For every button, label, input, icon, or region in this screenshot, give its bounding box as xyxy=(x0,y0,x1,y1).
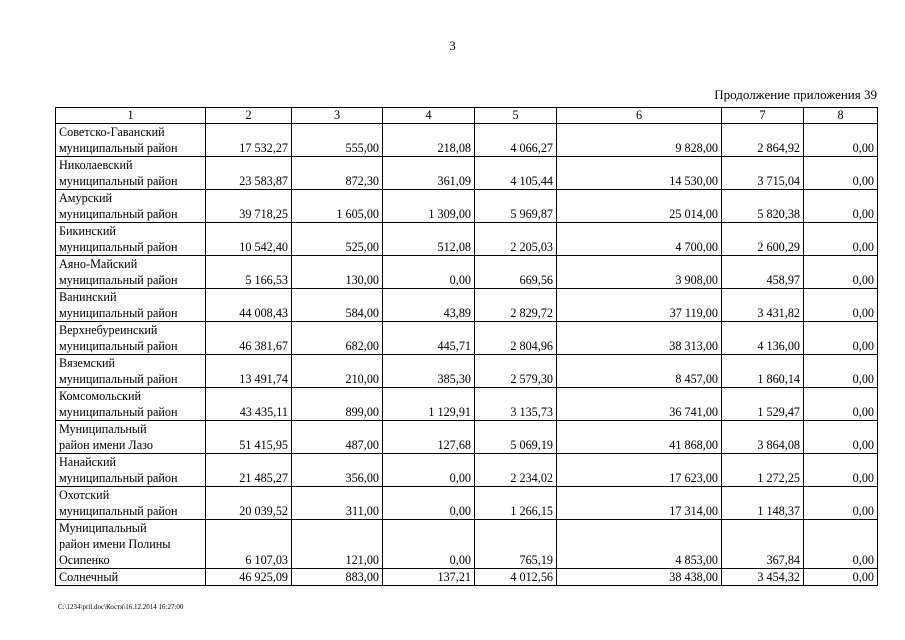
value-cell: 367,84 xyxy=(722,520,804,569)
value-cell: 356,00 xyxy=(292,454,383,487)
district-name-line: муниципальный район xyxy=(59,174,178,188)
value-cell: 46 925,09 xyxy=(206,569,292,586)
value-cell: 2 600,29 xyxy=(722,223,804,256)
value-cell: 37 119,00 xyxy=(557,289,722,322)
value-cell: 311,00 xyxy=(292,487,383,520)
table-row xyxy=(56,124,878,157)
appendix-note: Продолжение приложения 39 xyxy=(714,87,877,102)
district-name-line: район имени Полины xyxy=(59,537,171,551)
header-row xyxy=(56,108,878,124)
value-cell: 458,97 xyxy=(722,256,804,289)
value-cell: 2 804,96 xyxy=(475,322,557,355)
table-row xyxy=(56,388,878,421)
value-cell: 3 908,00 xyxy=(557,256,722,289)
value-cell: 2 579,30 xyxy=(475,355,557,388)
page-number: 3 xyxy=(449,38,456,53)
value-cell: 0,00 xyxy=(804,421,878,454)
value-cell: 41 868,00 xyxy=(557,421,722,454)
value-cell: 4 700,00 xyxy=(557,223,722,256)
value-cell: 584,00 xyxy=(292,289,383,322)
value-cell: 5 969,87 xyxy=(475,190,557,223)
value-cell: 4 012,56 xyxy=(475,569,557,586)
value-cell: 899,00 xyxy=(292,388,383,421)
district-name-cell xyxy=(56,487,206,520)
value-cell: 2 234,02 xyxy=(475,454,557,487)
value-cell: 0,00 xyxy=(804,289,878,322)
column-header: 8 xyxy=(804,108,878,124)
value-cell: 43,89 xyxy=(383,289,475,322)
value-cell: 3 135,73 xyxy=(475,388,557,421)
value-cell: 4 066,27 xyxy=(475,124,557,157)
value-cell: 46 381,67 xyxy=(206,322,292,355)
table-row xyxy=(56,454,878,487)
value-cell: 872,30 xyxy=(292,157,383,190)
value-cell: 4 853,00 xyxy=(557,520,722,569)
district-name-line: Комсомольский xyxy=(59,389,142,403)
value-cell: 525,00 xyxy=(292,223,383,256)
district-name-line: Осипенко xyxy=(59,553,110,567)
district-name-line: Бикинский xyxy=(59,224,116,238)
district-name-line: муниципальный район xyxy=(59,471,178,485)
table-row xyxy=(56,355,878,388)
value-cell: 14 530,00 xyxy=(557,157,722,190)
district-name-line: Советско-Гаванский xyxy=(59,125,165,139)
value-cell: 361,09 xyxy=(383,157,475,190)
table-row xyxy=(56,289,878,322)
district-name-line: Аяно-Майский xyxy=(59,257,138,271)
value-cell: 0,00 xyxy=(804,355,878,388)
value-cell: 2 205,03 xyxy=(475,223,557,256)
value-cell: 137,21 xyxy=(383,569,475,586)
value-cell: 0,00 xyxy=(804,157,878,190)
value-cell: 0,00 xyxy=(804,223,878,256)
value-cell: 10 542,40 xyxy=(206,223,292,256)
value-cell: 210,00 xyxy=(292,355,383,388)
column-header: 4 xyxy=(383,108,475,124)
value-cell: 0,00 xyxy=(804,322,878,355)
district-name-line: Ванинский xyxy=(59,290,117,304)
footer-file-path: C:\1234\pril.doc\Костя\16.12.2014 16:27:00 xyxy=(58,603,184,611)
district-name-line: муниципальный район xyxy=(59,240,178,254)
value-cell: 0,00 xyxy=(804,520,878,569)
value-cell: 385,30 xyxy=(383,355,475,388)
value-cell: 883,00 xyxy=(292,569,383,586)
value-cell: 0,00 xyxy=(804,256,878,289)
value-cell: 765,19 xyxy=(475,520,557,569)
value-cell: 4 105,44 xyxy=(475,157,557,190)
district-name-cell xyxy=(56,322,206,355)
district-name-cell xyxy=(56,388,206,421)
district-name-cell xyxy=(56,289,206,322)
column-header: 2 xyxy=(206,108,292,124)
district-name-line: муниципальный район xyxy=(59,207,178,221)
district-name-line: Амурский xyxy=(59,191,113,205)
value-cell: 38 438,00 xyxy=(557,569,722,586)
value-cell: 2 864,92 xyxy=(722,124,804,157)
value-cell: 2 829,72 xyxy=(475,289,557,322)
district-name-line: муниципальный район xyxy=(59,405,178,419)
value-cell: 0,00 xyxy=(804,190,878,223)
column-header: 1 xyxy=(56,108,206,124)
table-row xyxy=(56,256,878,289)
value-cell: 127,68 xyxy=(383,421,475,454)
value-cell: 3 431,82 xyxy=(722,289,804,322)
district-name-line: Николаевский xyxy=(59,158,133,172)
district-name-line: Солнечный xyxy=(59,570,119,584)
district-name-cell xyxy=(56,157,206,190)
district-name-cell xyxy=(56,355,206,388)
district-name-line: муниципальный район xyxy=(59,273,178,287)
table-row xyxy=(56,569,878,586)
value-cell: 130,00 xyxy=(292,256,383,289)
value-cell: 6 107,03 xyxy=(206,520,292,569)
value-cell: 0,00 xyxy=(804,388,878,421)
value-cell: 1 266,15 xyxy=(475,487,557,520)
table-row xyxy=(56,223,878,256)
value-cell: 25 014,00 xyxy=(557,190,722,223)
value-cell: 44 008,43 xyxy=(206,289,292,322)
district-name-cell xyxy=(56,569,206,586)
value-cell: 1 605,00 xyxy=(292,190,383,223)
value-cell: 4 136,00 xyxy=(722,322,804,355)
table-row xyxy=(56,157,878,190)
district-name-line: муниципальный район xyxy=(59,372,178,386)
table-row xyxy=(56,520,878,569)
district-name-line: муниципальный район xyxy=(59,504,178,518)
value-cell: 445,71 xyxy=(383,322,475,355)
district-name-cell xyxy=(56,223,206,256)
district-name-line: муниципальный район xyxy=(59,306,178,320)
district-name-cell xyxy=(56,421,206,454)
district-name-line: муниципальный район xyxy=(59,141,178,155)
value-cell: 3 454,32 xyxy=(722,569,804,586)
value-cell: 0,00 xyxy=(383,487,475,520)
value-cell: 36 741,00 xyxy=(557,388,722,421)
table-row xyxy=(56,322,878,355)
district-name-line: Верхнебуреинский xyxy=(59,323,158,337)
value-cell: 13 491,74 xyxy=(206,355,292,388)
value-cell: 43 435,11 xyxy=(206,388,292,421)
value-cell: 512,08 xyxy=(383,223,475,256)
value-cell: 1 529,47 xyxy=(722,388,804,421)
value-cell: 0,00 xyxy=(804,487,878,520)
value-cell: 682,00 xyxy=(292,322,383,355)
value-cell: 5 069,19 xyxy=(475,421,557,454)
value-cell: 0,00 xyxy=(383,256,475,289)
column-header: 5 xyxy=(475,108,557,124)
district-name-line: муниципальный район xyxy=(59,339,178,353)
value-cell: 5 166,53 xyxy=(206,256,292,289)
value-cell: 21 485,27 xyxy=(206,454,292,487)
table-row xyxy=(56,421,878,454)
district-name-line: район имени Лазо xyxy=(59,438,153,452)
table-row xyxy=(56,487,878,520)
value-cell: 17 314,00 xyxy=(557,487,722,520)
value-cell: 1 148,37 xyxy=(722,487,804,520)
value-cell: 38 313,00 xyxy=(557,322,722,355)
value-cell: 3 715,04 xyxy=(722,157,804,190)
value-cell: 121,00 xyxy=(292,520,383,569)
district-name-cell xyxy=(56,190,206,223)
value-cell: 0,00 xyxy=(804,124,878,157)
district-name-line: Муниципальный xyxy=(59,521,147,535)
value-cell: 17 623,00 xyxy=(557,454,722,487)
value-cell: 1 272,25 xyxy=(722,454,804,487)
column-header: 6 xyxy=(557,108,722,124)
value-cell: 1 129,91 xyxy=(383,388,475,421)
value-cell: 1 860,14 xyxy=(722,355,804,388)
value-cell: 9 828,00 xyxy=(557,124,722,157)
district-name-cell xyxy=(56,124,206,157)
district-name-line: Вяземский xyxy=(59,356,116,370)
value-cell: 39 718,25 xyxy=(206,190,292,223)
value-cell: 0,00 xyxy=(804,454,878,487)
district-name-cell xyxy=(56,520,206,569)
table-row xyxy=(56,190,878,223)
value-cell: 0,00 xyxy=(804,569,878,586)
value-cell: 1 309,00 xyxy=(383,190,475,223)
value-cell: 3 864,08 xyxy=(722,421,804,454)
value-cell: 669,56 xyxy=(475,256,557,289)
data-table xyxy=(55,107,878,586)
value-cell: 555,00 xyxy=(292,124,383,157)
column-header: 3 xyxy=(292,108,383,124)
value-cell: 51 415,95 xyxy=(206,421,292,454)
district-name-cell xyxy=(56,454,206,487)
value-cell: 20 039,52 xyxy=(206,487,292,520)
value-cell: 8 457,00 xyxy=(557,355,722,388)
value-cell: 5 820,38 xyxy=(722,190,804,223)
column-header: 7 xyxy=(722,108,804,124)
value-cell: 487,00 xyxy=(292,421,383,454)
value-cell: 0,00 xyxy=(383,520,475,569)
district-name-line: Нанайский xyxy=(59,455,117,469)
value-cell: 23 583,87 xyxy=(206,157,292,190)
value-cell: 17 532,27 xyxy=(206,124,292,157)
district-name-line: Охотский xyxy=(59,488,110,502)
district-name-cell xyxy=(56,256,206,289)
district-name-line: Муниципальный xyxy=(59,422,147,436)
value-cell: 218,08 xyxy=(383,124,475,157)
value-cell: 0,00 xyxy=(383,454,475,487)
